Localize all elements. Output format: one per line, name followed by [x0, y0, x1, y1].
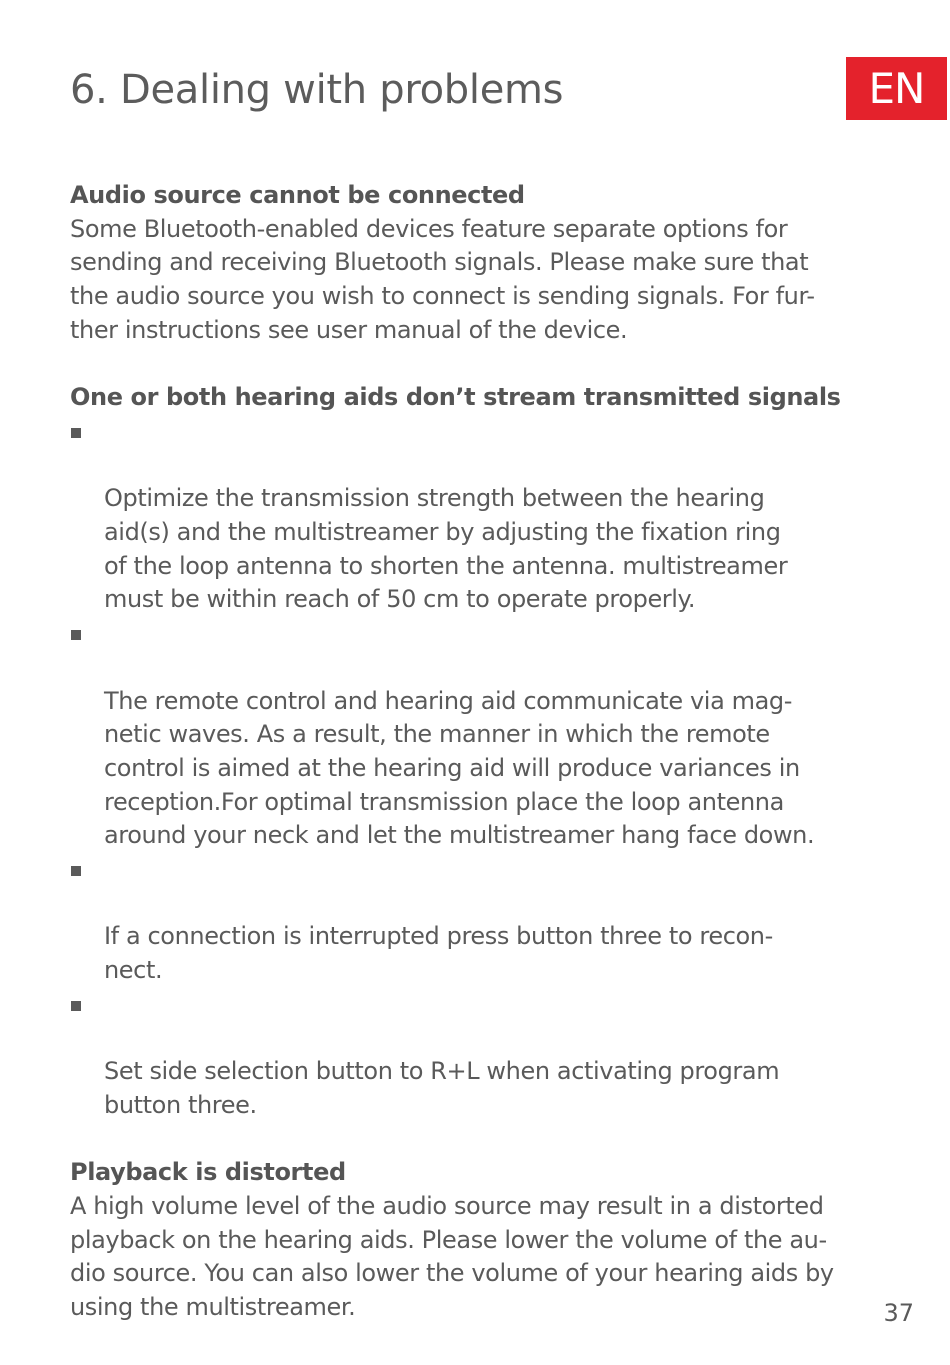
section-body: A high volume level of the audio source may result in a distorted playback on the hearing aids. Please lower the volume of the au- dio source. You can also lower the volume of your hearing aids by using the multistreamer. [70, 1192, 834, 1322]
section-hearing-aids-stream [70, 381, 890, 1122]
section-heading: One or both hearing aids don’t stream transmitted signals [70, 383, 841, 412]
section-heading: Audio source cannot be connected [70, 181, 525, 209]
list-item [70, 415, 890, 617]
page-title: 6. Dealing with problems [70, 67, 564, 113]
bullet-list [70, 415, 890, 1123]
square-bullet-icon [71, 866, 81, 876]
page-number: 37 [883, 1299, 914, 1327]
square-bullet-icon [71, 428, 81, 438]
language-badge: EN [846, 57, 947, 120]
section-heading: Playback is distorted [70, 1158, 346, 1187]
list-item-text: The remote control and hearing aid communicate via mag- netic waves. As a result, the manner in which the remote control is aimed at the hearing aid will produce variances in reception.For optimal transmission place the loop antenna around your neck and let the multistreamer hang face down. [104, 686, 815, 850]
section-body: Some Bluetooth-enabled devices feature separate options for sending and receiving Bluetooth signals. Please make sure that the audio source you wish to connect is sending signals. For fur- ther instructions see user manual of the device. [70, 214, 815, 344]
list-item [70, 988, 890, 1123]
square-bullet-icon [71, 1001, 81, 1011]
list-item-text: Set side selection button to R+L when activating program button three. [104, 1057, 780, 1119]
section-audio-source [70, 179, 890, 348]
section-playback-distorted [70, 1156, 890, 1325]
list-item-text: Optimize the transmission strength between the hearing aid(s) and the multistreamer by adjusting the fixation ring of the loop antenna to shorten the antenna. multistreamer must be within reach of 50 cm to operate properly. [104, 484, 788, 614]
list-item [70, 853, 890, 988]
list-item [70, 617, 890, 853]
main-content [70, 179, 890, 1325]
square-bullet-icon [71, 630, 81, 640]
list-item-text: If a connection is interrupted press button three to recon- nect. [104, 922, 773, 985]
